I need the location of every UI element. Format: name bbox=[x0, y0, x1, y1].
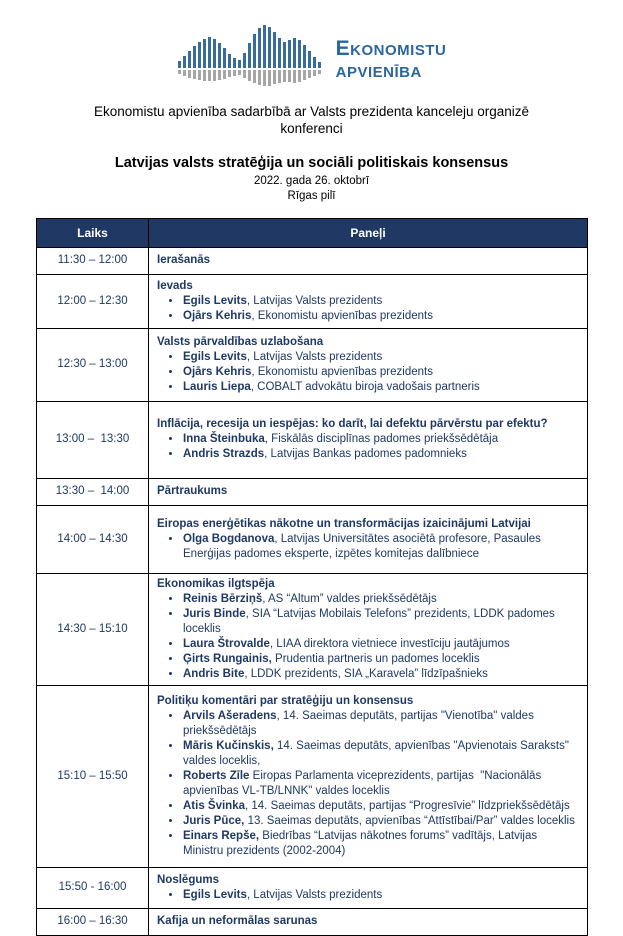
panel-cell bbox=[149, 908, 588, 935]
speaker-item bbox=[182, 667, 579, 682]
speaker-role: , SIA “Latvijas Mobilais Telefons” prezidents, LDDK padomes loceklis bbox=[183, 607, 555, 635]
logo-bar bbox=[273, 22, 276, 88]
speaker-item bbox=[182, 607, 579, 637]
speaker-name: Egils Levits bbox=[183, 294, 247, 307]
panel-title: Eiropas enerģētikas nākotne un transformācijas izaicinājumi Latvijai bbox=[157, 517, 531, 530]
logo-bar bbox=[263, 22, 266, 88]
speaker-item bbox=[182, 769, 579, 799]
speaker-item bbox=[182, 532, 579, 562]
panel-title: Politiķu komentāri par stratēģiju un konsensus bbox=[157, 694, 414, 707]
speaker-role: 14. Saeimas deputāts, apvienības "Apvienotais Saraksts" valdes loceklis, bbox=[183, 739, 569, 767]
speaker-role: , 14. Saeimas deputāts, partijas "Vienotība" valdes priekšsēdētājs bbox=[183, 709, 534, 737]
logo-bar bbox=[313, 22, 316, 88]
speaker-role: , Ekonomistu apvienības prezidents bbox=[251, 365, 433, 378]
speaker-role: , COBALT advokātu biroja vadošais partneris bbox=[250, 380, 480, 393]
time-cell: 14:00 – 14:30 bbox=[37, 505, 149, 573]
panel-cell bbox=[149, 573, 588, 685]
speaker-name: Einars Repše, bbox=[183, 829, 260, 842]
table-row bbox=[37, 685, 588, 867]
speaker-name: Arvils Ašeradens bbox=[183, 709, 277, 722]
logo-bar bbox=[303, 22, 306, 88]
table-row bbox=[37, 478, 588, 505]
column-header-panels: Paneļi bbox=[149, 218, 588, 247]
speaker-list bbox=[157, 709, 579, 859]
speaker-name: Reinis Bērziņš bbox=[183, 592, 263, 605]
speaker-role: Prudentia partneris un padomes loceklis bbox=[271, 652, 480, 665]
time-cell: 16:00 – 16:30 bbox=[37, 908, 149, 935]
logo-bars-icon bbox=[177, 22, 322, 88]
panel-title: Inflācija, recesija un iespējas: ko darīt, lai defektu pārvērstu par efektu? bbox=[157, 418, 548, 431]
speaker-role: Biedrības “Latvijas nākotnes forums” vadītājs, Latvijas Ministru prezidents (2002-2004) bbox=[183, 829, 538, 857]
speaker-list bbox=[157, 350, 579, 395]
table-row bbox=[37, 573, 588, 685]
speaker-role: , LIAA direktora vietniece investīciju jautājumos bbox=[269, 637, 510, 650]
table-row bbox=[37, 867, 588, 908]
speaker-item bbox=[182, 380, 579, 395]
panel-title: Noslēgums bbox=[157, 873, 219, 886]
conference-title: Latvijas valsts stratēģija un sociāli politiskais konsensus bbox=[114, 154, 509, 171]
logo-bar bbox=[278, 22, 281, 88]
speaker-role: , Ekonomistu apvienības prezidents bbox=[251, 309, 433, 322]
speaker-item bbox=[182, 432, 579, 447]
speaker-name: Laura Štrovalde bbox=[183, 637, 270, 650]
speaker-item bbox=[182, 888, 579, 903]
speaker-name: Juris Pūce, bbox=[183, 814, 245, 827]
logo-bar bbox=[218, 22, 221, 88]
conference-date: 2022. gada 26. oktobrī bbox=[253, 174, 370, 187]
speaker-item bbox=[182, 309, 579, 324]
logo-bar bbox=[288, 22, 291, 88]
panel-title: Ievads bbox=[157, 279, 193, 292]
speaker-item bbox=[182, 294, 579, 309]
intro-text bbox=[0, 104, 623, 138]
speaker-role: , Latvijas Valsts prezidents bbox=[246, 888, 383, 901]
panel-title: Valsts pārvaldības uzlabošana bbox=[157, 335, 324, 348]
speaker-name: Ojārs Kehris bbox=[183, 365, 252, 378]
column-header-time: Laiks bbox=[37, 218, 149, 247]
logo-bar bbox=[183, 22, 186, 88]
speaker-role: , Latvijas Valsts prezidents bbox=[246, 350, 383, 363]
speaker-role: , AS “Altum” valdes priekšsēdētājs bbox=[262, 592, 437, 605]
speaker-item bbox=[182, 637, 579, 652]
logo-bar bbox=[198, 22, 201, 88]
logo-bar bbox=[253, 22, 256, 88]
logo-bar bbox=[223, 22, 226, 88]
panel-cell bbox=[149, 478, 588, 505]
conference-venue: Rīgas pilī bbox=[287, 189, 336, 202]
agenda-table bbox=[36, 218, 588, 936]
speaker-role: , Fiskālās disciplīnas padomes priekšsēdētāja bbox=[264, 433, 499, 446]
speaker-name: Olga Bogdanova bbox=[183, 532, 275, 545]
speaker-name: Māris Kučinskis, bbox=[183, 739, 274, 752]
logo-bar bbox=[228, 22, 231, 88]
speaker-item bbox=[182, 350, 579, 365]
logo-bar bbox=[213, 22, 216, 88]
speaker-role: 13. Saeimas deputāts, apvienības “Attīstībai/Par” valdes loceklis bbox=[244, 814, 575, 827]
speaker-item bbox=[182, 652, 579, 667]
logo-wordmark-line2: apvienība bbox=[335, 59, 422, 82]
time-cell: 12:00 – 12:30 bbox=[37, 274, 149, 328]
time-cell: 12:30 – 13:00 bbox=[37, 328, 149, 401]
logo-bar bbox=[258, 22, 261, 88]
panel-title: Ierašanās bbox=[157, 254, 211, 267]
table-row bbox=[37, 908, 588, 935]
speaker-role: Eiropas Parlamenta viceprezidents, partijas "Nacionālās apvienības VL-TB/LNNK" valdes loceklis bbox=[183, 769, 542, 797]
panel-cell bbox=[149, 401, 588, 478]
logo-wordmark bbox=[336, 28, 447, 82]
panel-title: Ekonomikas ilgtspēja bbox=[157, 577, 275, 590]
speaker-name: Egils Levits bbox=[183, 888, 247, 901]
time-cell: 15:10 – 15:50 bbox=[37, 685, 149, 867]
speaker-name: Atis Švinka bbox=[183, 799, 245, 812]
logo-bar bbox=[178, 22, 181, 88]
logo-bar bbox=[268, 22, 271, 88]
time-cell: 11:30 – 12:00 bbox=[37, 247, 149, 274]
speaker-name: Juris Binde bbox=[183, 607, 246, 620]
speaker-list bbox=[157, 432, 579, 462]
logo-bar bbox=[208, 22, 211, 88]
logo-bar bbox=[293, 22, 296, 88]
logo-bar bbox=[233, 22, 236, 88]
speaker-name: Roberts Zīle bbox=[183, 769, 250, 782]
logo-bar bbox=[203, 22, 206, 88]
intro-line2: konferenci bbox=[280, 120, 343, 136]
panel-cell bbox=[149, 867, 588, 908]
speaker-list bbox=[157, 888, 579, 903]
speaker-name: Ojārs Kehris bbox=[183, 309, 252, 322]
table-row bbox=[37, 505, 588, 573]
intro-line1: Ekonomistu apvienība sadarbībā ar Valsts prezidenta kanceleju organizē bbox=[93, 104, 529, 119]
speaker-name: Inna Šteinbuka bbox=[183, 433, 265, 446]
speaker-item bbox=[182, 709, 579, 739]
speaker-item bbox=[182, 365, 579, 380]
speaker-list bbox=[157, 532, 579, 562]
speaker-item bbox=[182, 829, 579, 859]
logo-bar bbox=[248, 22, 251, 88]
speaker-name: Egils Levits bbox=[183, 350, 247, 363]
speaker-item bbox=[182, 814, 579, 829]
speaker-role: , LDDK prezidents, SIA „Karavela” līdzīpašnieks bbox=[244, 667, 488, 680]
speaker-list bbox=[157, 592, 579, 682]
panel-title: Kafija un neformālas sarunas bbox=[157, 915, 318, 928]
table-row bbox=[37, 328, 588, 401]
logo-bar bbox=[243, 22, 246, 88]
logo-bar bbox=[308, 22, 311, 88]
panel-cell bbox=[149, 685, 588, 867]
table-row bbox=[37, 401, 588, 478]
speaker-name: Andris Strazds bbox=[183, 448, 265, 461]
panel-cell bbox=[149, 247, 588, 274]
time-cell: 15:50 - 16:00 bbox=[37, 867, 149, 908]
speaker-role: , Latvijas Universitātes asociētā profesore, Pasaules Enerģijas padomes eksperte, izpētes komitejas dalībniece bbox=[183, 532, 541, 560]
speaker-name: Lauris Liepa bbox=[183, 380, 251, 393]
logo-bar bbox=[318, 22, 321, 88]
speaker-role: , Latvijas Valsts prezidents bbox=[246, 294, 383, 307]
logo-bar bbox=[238, 22, 241, 88]
speaker-name: Ģirts Rungainis, bbox=[183, 652, 272, 665]
speaker-list bbox=[157, 294, 579, 324]
speaker-item bbox=[182, 799, 579, 814]
table-row bbox=[37, 274, 588, 328]
time-cell: 14:30 – 15:10 bbox=[37, 573, 149, 685]
logo-bar bbox=[283, 22, 286, 88]
speaker-name: Andris Bite bbox=[183, 667, 245, 680]
speaker-item bbox=[182, 739, 579, 769]
speaker-item bbox=[182, 592, 579, 607]
time-cell: 13:00 – 13:30 bbox=[37, 401, 149, 478]
table-header-row bbox=[37, 218, 588, 247]
speaker-item bbox=[182, 447, 579, 462]
panel-cell bbox=[149, 505, 588, 573]
panel-cell bbox=[149, 328, 588, 401]
panel-title: Pārtraukums bbox=[157, 485, 228, 498]
logo-wordmark-line1: Ekonomistu bbox=[335, 36, 447, 60]
table-row bbox=[37, 247, 588, 274]
org-logo bbox=[0, 22, 623, 88]
time-cell: 13:30 – 14:00 bbox=[37, 478, 149, 505]
speaker-role: , Latvijas Bankas padomes padomnieks bbox=[264, 448, 467, 461]
panel-cell bbox=[149, 274, 588, 328]
logo-bar bbox=[298, 22, 301, 88]
logo-bar bbox=[188, 22, 191, 88]
logo-bar bbox=[193, 22, 196, 88]
speaker-role: , 14. Saeimas deputāts, partijas “Progresīvie” līdzpriekšsēdētājs bbox=[245, 799, 570, 812]
